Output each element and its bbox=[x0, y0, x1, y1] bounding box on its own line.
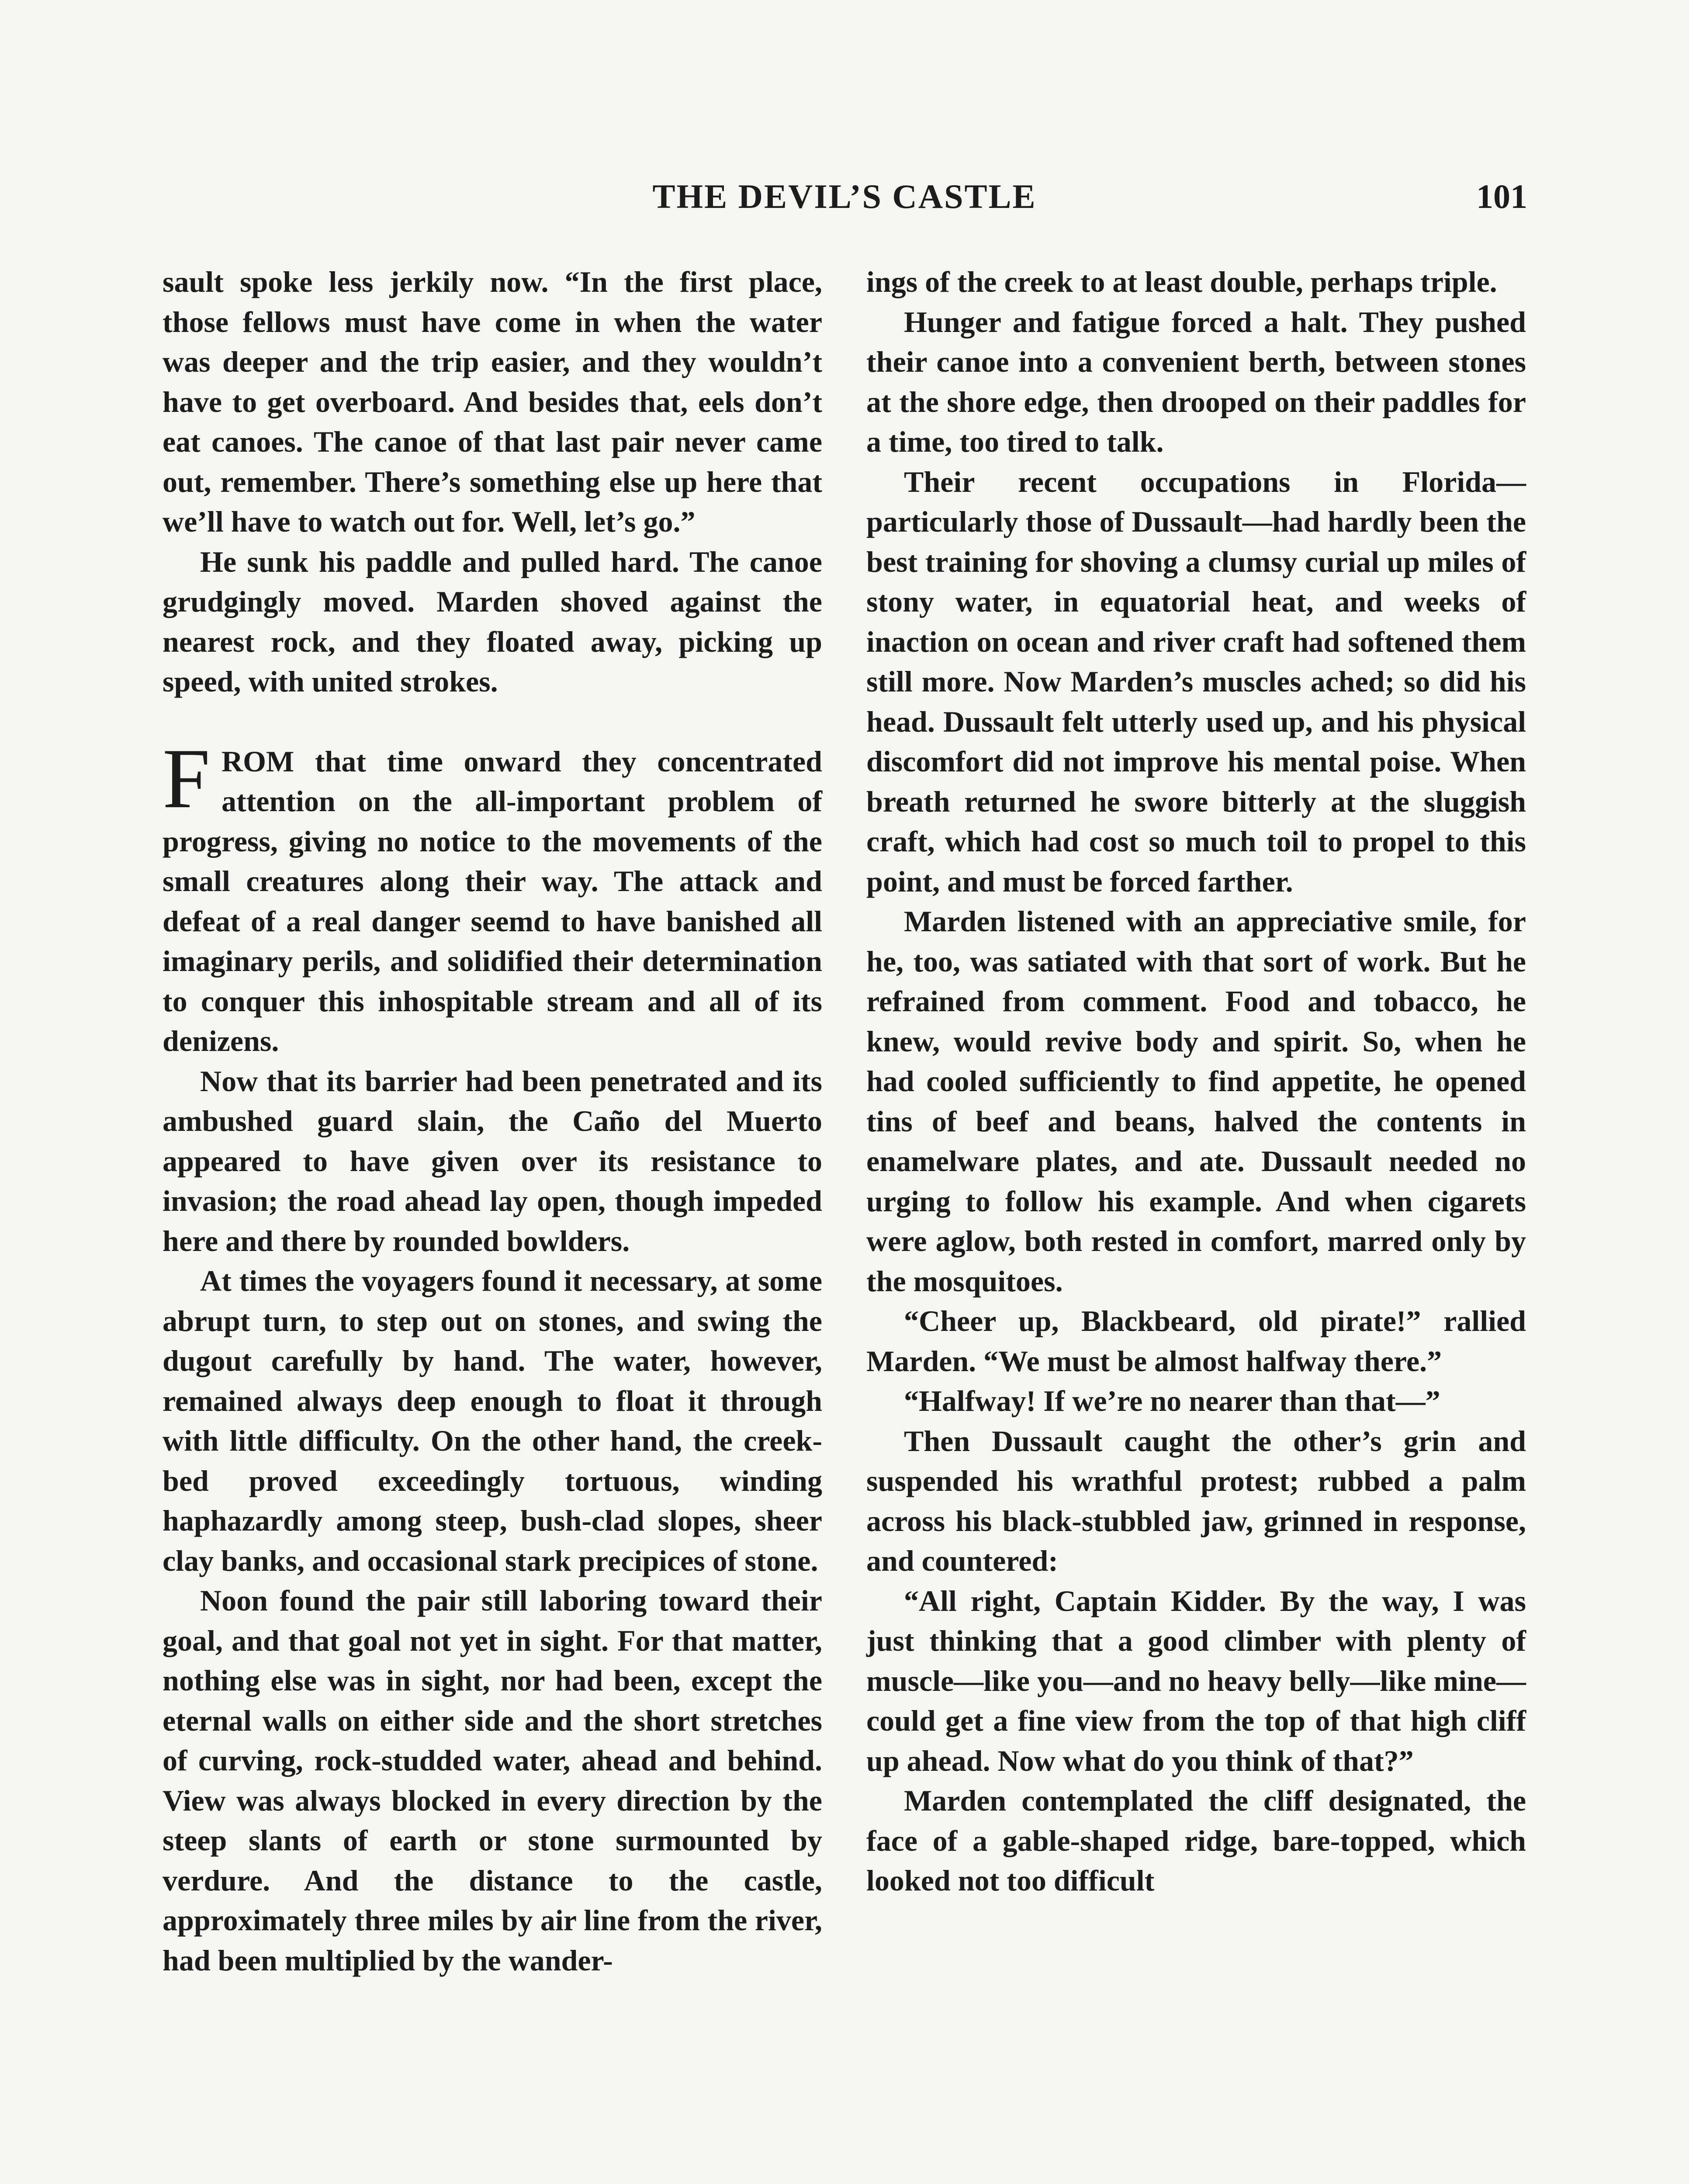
paragraph-text: ROM that time onward they concentrated attention on the all-important problem of progress, giving no notice to the movements of the small creatures along their way. The attack and defeat of a real danger seemd to have banished all imaginary perils, and solidified their determination to conquer this inhospitable stream and all of its denizens. bbox=[163, 744, 822, 1057]
paragraph: sault spoke less jerkily now. “In the first place, those fellows must have come in when the water was deeper and the trip easier, and they wouldn’t have to get overboard. And besides that, eels don’t eat canoes. The canoe of that last pair never came out, remember. There’s something else up here that we’ll have to watch out for. Well, let’s go.” bbox=[163, 265, 822, 538]
paragraph: “Cheer up, Blackbeard, old pirate!” rallied Marden. “We must be almost halfway there.” bbox=[866, 1304, 1526, 1378]
paragraph: Marden contemplated the cliff designated, the face of a gable-shaped ridge, bare-topped, which looked not too difficult bbox=[866, 1784, 1526, 1897]
section-start-paragraph bbox=[163, 731, 822, 1061]
paragraph: Now that its barrier had been penetrated and its ambushed guard slain, the Caño del Muerto appeared to have given over its resistance to invasion; the road ahead lay open, though impeded here and there by rounded bowlders. bbox=[163, 1064, 822, 1258]
paragraph: Then Dussault caught the other’s grin and suspended his wrathful protest; rubbed a palm across his black-stubbled jaw, grinned in response, and countered: bbox=[866, 1424, 1526, 1577]
running-title: THE DEVIL’S CASTLE bbox=[652, 177, 1037, 215]
page-number: 101 bbox=[1476, 177, 1527, 215]
paragraph: At times the voyagers found it necessary, at some abrupt turn, to step out on stones, and swing the dugout carefully by hand. The water, however, remained always deep enough to float it through with little difficulty. On the other hand, the creek-bed proved exceedingly tortuous, winding haphazardly among steep, bush-clad slopes, sheer clay banks, and occasional stark precipices of stone. bbox=[163, 1264, 822, 1577]
paragraph: “All right, Captain Kidder. By the way, I was just thinking that a good climber with plenty of muscle—like you—and no heavy belly—like mine—could get a fine view from the top of that high cliff up ahead. Now what do you think of that?” bbox=[866, 1584, 1526, 1777]
left-column bbox=[163, 262, 822, 1980]
page-header bbox=[162, 177, 1527, 225]
paragraph: “Halfway! If we’re no nearer than that—” bbox=[904, 1384, 1440, 1417]
paragraph: He sunk his paddle and pulled hard. The canoe grudgingly moved. Marden shoved against the nearest rock, and they floated away, picking up speed, with united strokes. bbox=[163, 545, 822, 698]
drop-cap: F bbox=[163, 731, 211, 826]
paragraph: ings of the creek to at least double, perhaps triple. bbox=[866, 265, 1497, 298]
right-column bbox=[866, 262, 1526, 1901]
paragraph: Marden listened with an appreciative smile, for he, too, was satiated with that sort of work. But he refrained from comment. Food and tobacco, he knew, would revive body and spirit. So, when he had cooled sufficiently to find appetite, he opened tins of beef and beans, halved the contents in enamelware plates, and ate. Dussault needed no urging to follow his example. And when cigarets were aglow, both rested in comfort, marred only by the mosquitoes. bbox=[866, 905, 1526, 1298]
paragraph: Hunger and fatigue forced a halt. They pushed their canoe into a convenient berth, between stones at the shore edge, then drooped on their paddles for a time, too tired to talk. bbox=[866, 305, 1526, 458]
paragraph: Their recent occupations in Florida—particularly those of Dussault—had hardly been the best training for shoving a clumsy curial up miles of stony water, in equatorial heat, and weeks of inaction on ocean and river craft had softened them still more. Now Marden’s muscles ached; so did his head. Dussault felt utterly used up, and his physical discomfort did not improve his mental poise. When breath returned he swore bitterly at the sluggish craft, which had cost so much toil to propel to this point, and must be forced farther. bbox=[866, 465, 1526, 898]
paragraph: Noon found the pair still laboring toward their goal, and that goal not yet in sight. For that matter, nothing else was in sight, nor had been, except the eternal walls on either side and the short stretches of curving, rock-studded water, ahead and behind. View was always blocked in every direction by the steep slants of earth or stone surmounted by verdure. And the distance to the castle, approximately three miles by air line from the river, had been multiplied by the wander- bbox=[163, 1584, 822, 1977]
